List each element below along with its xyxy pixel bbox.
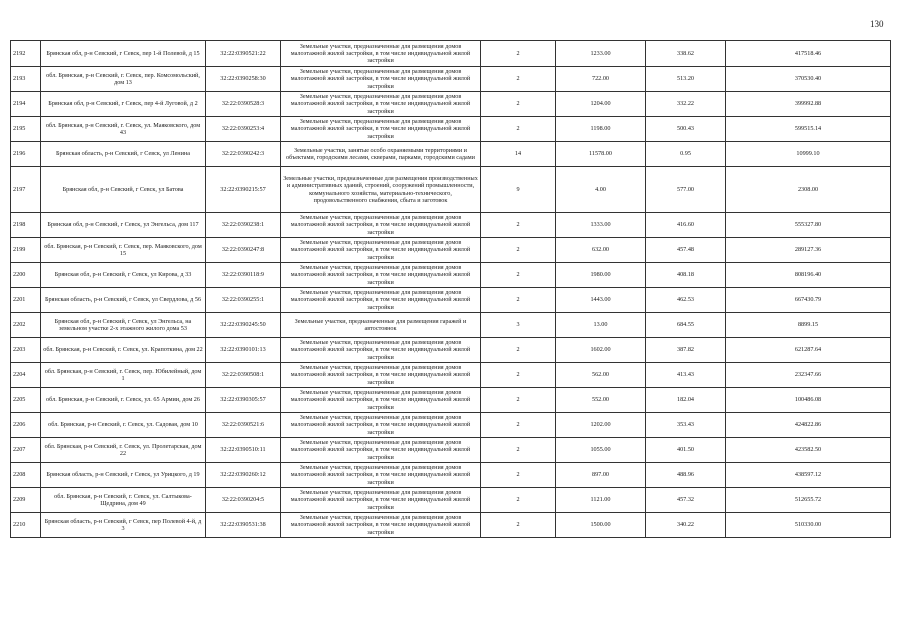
address-cell: Брянская обл, р-н Севский, г Севск, ул Энгельса, на земельном участке 2-х этажного жилого дома 53 [41, 313, 206, 338]
cadastral-value-cell: 8899.15 [726, 313, 891, 338]
land-use-category-cell: Земельные участки, предназначенные для размещения домов малоэтажной жилой застройки, в том числе индивидуальной жилой застройки [281, 413, 481, 438]
cadastral-number-cell: 32:22:0390528:3 [206, 92, 281, 117]
address-cell: Брянская обл, р-н Севский, г Севск, пер 1-й Полевой, д 15 [41, 41, 206, 67]
cadastral-value-cell: 510330.00 [726, 513, 891, 538]
land-use-category-cell: Земельные участки, предназначенные для размещения домов малоэтажной жилой застройки, в том числе индивидуальной жилой застройки [281, 438, 481, 463]
page-number: 130 [870, 19, 884, 29]
land-use-category-cell: Земельные участки, предназначенные для размещения домов малоэтажной жилой застройки, в том числе индивидуальной жилой застройки [281, 41, 481, 67]
area-cell: 1121.00 [556, 488, 646, 513]
cadastral-value-cell: 555327.80 [726, 213, 891, 238]
row-number: 2207 [11, 438, 41, 463]
table-row [11, 167, 891, 213]
group-number-cell: 14 [481, 142, 556, 167]
row-number: 2205 [11, 388, 41, 413]
specific-value-cell: 684.55 [646, 313, 726, 338]
row-number: 2201 [11, 288, 41, 313]
specific-value-cell: 577.00 [646, 167, 726, 213]
group-number-cell: 2 [481, 238, 556, 263]
address-cell: Брянская область, р-н Севский, г Севск, ул Урицкого, д 19 [41, 463, 206, 488]
address-cell: Брянская обл, р-н Севский, г Севск, ул Кирова, д 33 [41, 263, 206, 288]
cadastral-number-cell: 32:22:0390521:6 [206, 413, 281, 438]
cadastral-value-cell: 512655.72 [726, 488, 891, 513]
table-row [11, 313, 891, 338]
cadastral-value-cell: 2308.00 [726, 167, 891, 213]
specific-value-cell: 408.18 [646, 263, 726, 288]
row-number: 2208 [11, 463, 41, 488]
address-cell: обл. Брянская, р-н Севский, г. Севск, ул. Садовая, дом 10 [41, 413, 206, 438]
specific-value-cell: 500.43 [646, 117, 726, 142]
address-cell: Брянская область, р-н Севский, г Севск, ул Ленина [41, 142, 206, 167]
cadastral-number-cell: 32:22:0390258:30 [206, 67, 281, 92]
address-cell: обл. Брянская, р-н Севский, г. Севск, ул. 65 Армии, дом 26 [41, 388, 206, 413]
specific-value-cell: 353.43 [646, 413, 726, 438]
area-cell: 552.00 [556, 388, 646, 413]
land-use-category-cell: Земельные участки, предназначенные для размещения домов малоэтажной жилой застройки, в том числе индивидуальной жилой застройки [281, 488, 481, 513]
area-cell: 1602.00 [556, 338, 646, 363]
cadastral-value-cell: 399992.88 [726, 92, 891, 117]
area-cell: 632.00 [556, 238, 646, 263]
cadastral-number-cell: 32:22:0390118:9 [206, 263, 281, 288]
land-use-category-cell: Земельные участки, предназначенные для размещения домов малоэтажной жилой застройки, в том числе индивидуальной жилой застройки [281, 238, 481, 263]
group-number-cell: 9 [481, 167, 556, 213]
address-cell: обл. Брянская, р-н Севский, г. Севск, ул. Пролетарская, дом 22 [41, 438, 206, 463]
cadastral-number-cell: 32:22:0390242:3 [206, 142, 281, 167]
land-use-category-cell: Земельные участки, предназначенные для размещения домов малоэтажной жилой застройки, в том числе индивидуальной жилой застройки [281, 213, 481, 238]
group-number-cell: 2 [481, 488, 556, 513]
area-cell: 1202.00 [556, 413, 646, 438]
table-row [11, 67, 891, 92]
area-cell: 1333.00 [556, 213, 646, 238]
address-cell: обл. Брянская, р-н Севский, г. Севск, пер. Юбилейный, дом 1 [41, 363, 206, 388]
cadastral-value-cell: 370530.40 [726, 67, 891, 92]
group-number-cell: 2 [481, 413, 556, 438]
table-row [11, 463, 891, 488]
row-number: 2197 [11, 167, 41, 213]
table-row [11, 288, 891, 313]
area-cell: 1233.00 [556, 41, 646, 67]
specific-value-cell: 513.20 [646, 67, 726, 92]
specific-value-cell: 413.43 [646, 363, 726, 388]
row-number: 2198 [11, 213, 41, 238]
group-number-cell: 2 [481, 41, 556, 67]
cadastral-value-cell: 438597.12 [726, 463, 891, 488]
area-cell: 1500.00 [556, 513, 646, 538]
row-number: 2192 [11, 41, 41, 67]
specific-value-cell: 401.50 [646, 438, 726, 463]
specific-value-cell: 387.82 [646, 338, 726, 363]
table-row [11, 513, 891, 538]
table-row [11, 92, 891, 117]
group-number-cell: 2 [481, 338, 556, 363]
area-cell: 897.00 [556, 463, 646, 488]
specific-value-cell: 338.62 [646, 41, 726, 67]
area-cell: 11578.00 [556, 142, 646, 167]
row-number: 2195 [11, 117, 41, 142]
area-cell: 1443.00 [556, 288, 646, 313]
address-cell: Брянская область, р-н Севский, г Севск, пер Полевой 4-й, д 3 [41, 513, 206, 538]
land-use-category-cell: Земельные участки, предназначенные для размещения домов малоэтажной жилой застройки, в том числе индивидуальной жилой застройки [281, 288, 481, 313]
land-use-category-cell: Земельные участки, предназначенные для размещения домов малоэтажной жилой застройки, в том числе индивидуальной жилой застройки [281, 338, 481, 363]
row-number: 2193 [11, 67, 41, 92]
table-row [11, 213, 891, 238]
cadastral-value-cell: 289127.36 [726, 238, 891, 263]
land-use-category-cell: Земельные участки, предназначенные для размещения домов малоэтажной жилой застройки, в том числе индивидуальной жилой застройки [281, 117, 481, 142]
cadastral-value-cell: 667430.79 [726, 288, 891, 313]
area-cell: 13.00 [556, 313, 646, 338]
specific-value-cell: 332.22 [646, 92, 726, 117]
land-use-category-cell: Земельные участки, предназначенные для размещения домов малоэтажной жилой застройки, в том числе индивидуальной жилой застройки [281, 92, 481, 117]
address-cell: обл. Брянская, р-н Севский, г. Севск, ул. Салтыкова-Щедрина, дом 49 [41, 488, 206, 513]
table-row [11, 142, 891, 167]
land-use-category-cell: Земельные участки, предназначенные для размещения домов малоэтажной жилой застройки, в том числе индивидуальной жилой застройки [281, 388, 481, 413]
cadastral-number-cell: 32:22:0390238:1 [206, 213, 281, 238]
specific-value-cell: 340.22 [646, 513, 726, 538]
cadastral-number-cell: 32:22:0390247:8 [206, 238, 281, 263]
table-row [11, 488, 891, 513]
address-cell: обл. Брянская, р-н Севский, г. Севск, пер. Комсомольский, дом 13 [41, 67, 206, 92]
address-cell: Брянская обл, р-н Севский, г Севск, пер 4-й Луговой, д 2 [41, 92, 206, 117]
address-cell: обл. Брянская, р-н Севский, г. Севск, пер. Маяковского, дом 15 [41, 238, 206, 263]
specific-value-cell: 0.95 [646, 142, 726, 167]
row-number: 2204 [11, 363, 41, 388]
cadastral-value-cell: 417518.46 [726, 41, 891, 67]
land-use-category-cell: Земельные участки, предназначенные для размещения домов малоэтажной жилой застройки, в том числе индивидуальной жилой застройки [281, 67, 481, 92]
group-number-cell: 3 [481, 313, 556, 338]
area-cell: 4.00 [556, 167, 646, 213]
address-cell: Брянская область, р-н Севский, г Севск, ул Свердлова, д 56 [41, 288, 206, 313]
table-row [11, 438, 891, 463]
land-use-category-cell: Земельные участки, предназначенные для размещения домов малоэтажной жилой застройки, в том числе индивидуальной жилой застройки [281, 463, 481, 488]
table-row [11, 263, 891, 288]
area-cell: 722.00 [556, 67, 646, 92]
cadastral-value-cell: 10999.10 [726, 142, 891, 167]
cadastral-value-cell: 599515.14 [726, 117, 891, 142]
cadastral-value-cell: 423582.50 [726, 438, 891, 463]
area-cell: 1980.00 [556, 263, 646, 288]
cadastral-value-cell: 424822.86 [726, 413, 891, 438]
cadastral-number-cell: 32:22:0390521:22 [206, 41, 281, 67]
table-row [11, 338, 891, 363]
specific-value-cell: 182.04 [646, 388, 726, 413]
area-cell: 1204.00 [556, 92, 646, 117]
specific-value-cell: 416.60 [646, 213, 726, 238]
table-row [11, 41, 891, 67]
cadastral-number-cell: 32:22:0390531:38 [206, 513, 281, 538]
table-row [11, 388, 891, 413]
group-number-cell: 2 [481, 263, 556, 288]
row-number: 2206 [11, 413, 41, 438]
area-cell: 1055.00 [556, 438, 646, 463]
cadastral-number-cell: 32:22:0390253:4 [206, 117, 281, 142]
row-number: 2203 [11, 338, 41, 363]
land-use-category-cell: Земельные участки, предназначенные для размещения домов малоэтажной жилой застройки, в том числе индивидуальной жилой застройки [281, 363, 481, 388]
cadastral-number-cell: 32:22:0390305:57 [206, 388, 281, 413]
table-row [11, 117, 891, 142]
row-number: 2202 [11, 313, 41, 338]
specific-value-cell: 457.32 [646, 488, 726, 513]
specific-value-cell: 457.48 [646, 238, 726, 263]
address-cell: Брянская обл, р-н Севский, г Севск, ул Энгельса, дом 117 [41, 213, 206, 238]
group-number-cell: 2 [481, 438, 556, 463]
group-number-cell: 2 [481, 117, 556, 142]
row-number: 2210 [11, 513, 41, 538]
cadastral-value-cell: 621287.64 [726, 338, 891, 363]
cadastral-number-cell: 32:22:0390204:5 [206, 488, 281, 513]
cadastral-value-table [10, 40, 891, 538]
area-cell: 562.00 [556, 363, 646, 388]
cadastral-number-cell: 32:22:0390510:11 [206, 438, 281, 463]
address-cell: обл. Брянская, р-н Севский, г. Севск, ул. Маяковского, дом 43 [41, 117, 206, 142]
land-use-category-cell: Земельные участки, предназначенные для размещения домов малоэтажной жилой застройки, в том числе индивидуальной жилой застройки [281, 513, 481, 538]
land-use-category-cell: Земельные участки, предназначенные для размещения производственных и административных зданий, строений, сооружений промышленности, коммунального хозяйства, материально-технического, продовольственного снабжения, сбыта и заготовок [281, 167, 481, 213]
cadastral-number-cell: 32:22:0390245:50 [206, 313, 281, 338]
cadastral-number-cell: 32:22:0390101:13 [206, 338, 281, 363]
group-number-cell: 2 [481, 363, 556, 388]
address-cell: Брянская обл, р-н Севский, г Севск, ул Батова [41, 167, 206, 213]
cadastral-value-cell: 100486.08 [726, 388, 891, 413]
table-row [11, 238, 891, 263]
group-number-cell: 2 [481, 513, 556, 538]
cadastral-number-cell: 32:22:0390255:1 [206, 288, 281, 313]
row-number: 2209 [11, 488, 41, 513]
group-number-cell: 2 [481, 388, 556, 413]
cadastral-value-cell: 808196.40 [726, 263, 891, 288]
cadastral-number-cell: 32:22:0390260:12 [206, 463, 281, 488]
table-row [11, 363, 891, 388]
table-row [11, 413, 891, 438]
group-number-cell: 2 [481, 463, 556, 488]
group-number-cell: 2 [481, 92, 556, 117]
cadastral-number-cell: 32:22:0390215:57 [206, 167, 281, 213]
cadastral-value-cell: 232347.66 [726, 363, 891, 388]
group-number-cell: 2 [481, 213, 556, 238]
cadastral-number-cell: 32:22:0390508:1 [206, 363, 281, 388]
land-use-category-cell: Земельные участки, предназначенные для размещения домов малоэтажной жилой застройки, в том числе индивидуальной жилой застройки [281, 263, 481, 288]
specific-value-cell: 488.96 [646, 463, 726, 488]
address-cell: обл. Брянская, р-н Севский, г. Севск, ул. Крапоткина, дом 22 [41, 338, 206, 363]
row-number: 2194 [11, 92, 41, 117]
specific-value-cell: 462.53 [646, 288, 726, 313]
land-use-category-cell: Земельные участки, предназначенные для размещения гаражей и автостоянок [281, 313, 481, 338]
row-number: 2196 [11, 142, 41, 167]
land-use-category-cell: Земельные участки, занятые особо охраняемыми территориями и объектами, городскими лесами, скверами, парками, городскими садами [281, 142, 481, 167]
group-number-cell: 2 [481, 67, 556, 92]
row-number: 2200 [11, 263, 41, 288]
group-number-cell: 2 [481, 288, 556, 313]
row-number: 2199 [11, 238, 41, 263]
area-cell: 1198.00 [556, 117, 646, 142]
